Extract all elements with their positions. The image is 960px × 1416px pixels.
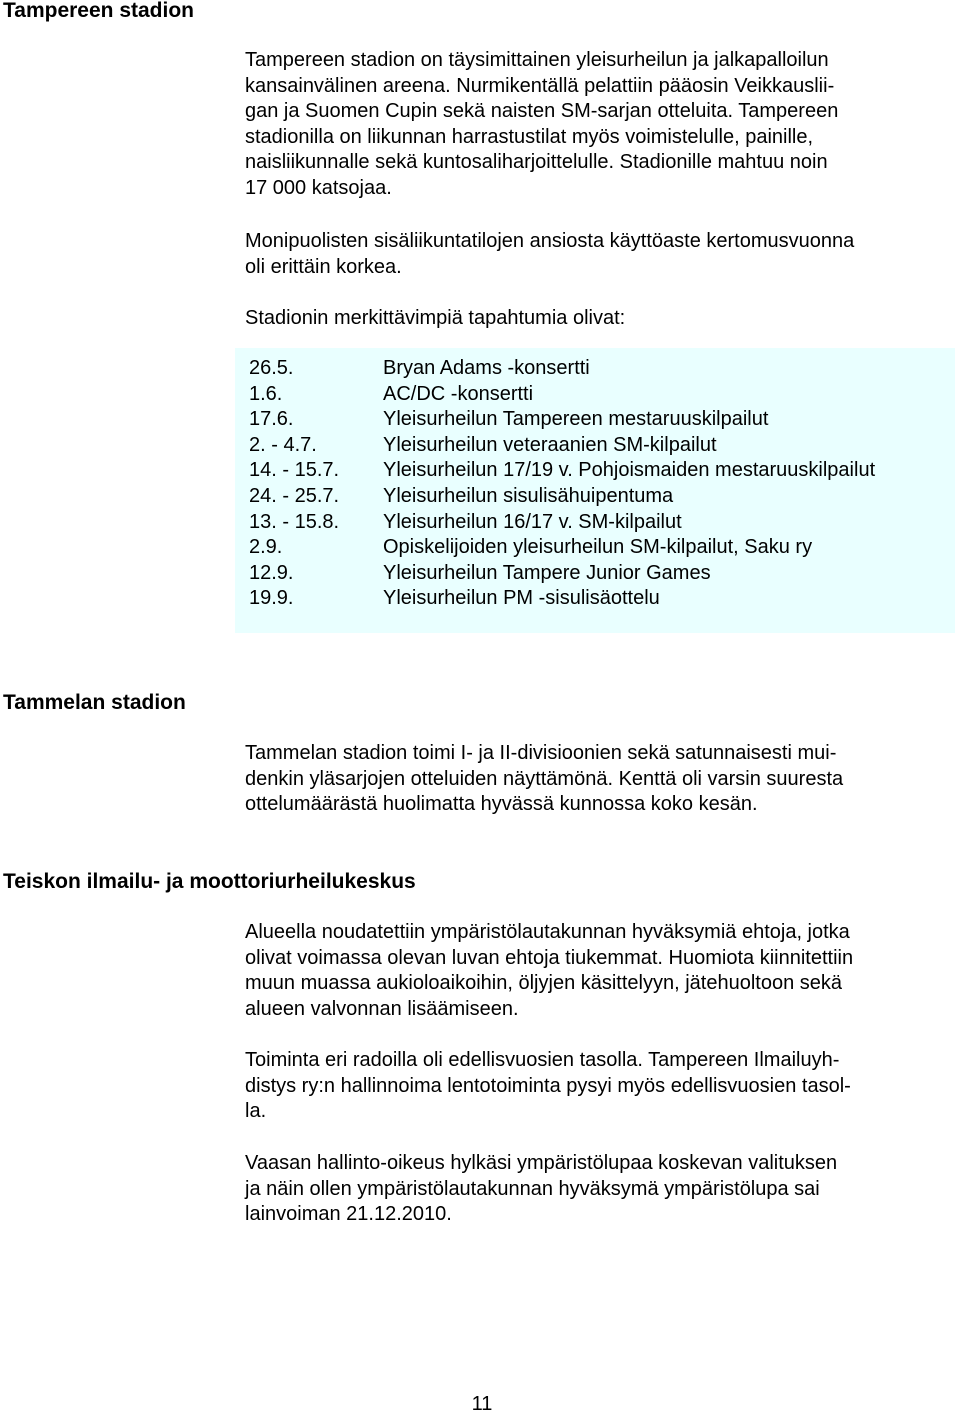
event-date: 19.9.	[249, 587, 294, 610]
text-line: Tampereen stadion on täysimittainen yleisurheilun ja jalkapalloilun	[245, 49, 829, 71]
page-number: 11	[471, 1393, 493, 1415]
event-date: 1.6.	[249, 382, 283, 405]
text-line: ja näin ollen ympäristölautakunnan hyväksymä ympäristölupa sai	[245, 1177, 820, 1200]
event-name: Bryan Adams -konsertti	[383, 357, 590, 379]
text-line: 17 000 katsojaa.	[245, 176, 392, 199]
paragraph-tampere-intro	[245, 48, 838, 202]
event-name: Yleisurheilun Tampere Junior Games	[383, 561, 711, 584]
text-line: denkin yläsarjojen otteluiden näyttämönä. Kenttä oli varsin suuresta	[245, 767, 844, 790]
paragraph-teisko-activity	[245, 1048, 851, 1125]
event-date: 2. - 4.7.	[249, 433, 317, 456]
text-line: Tammelan stadion toimi I- ja II-divisioonien sekä satunnaisesti mui-	[245, 742, 837, 764]
text-line: olivat voimassa olevan luvan ehtoja tiukemmat. Huomiota kiinnitettiin	[245, 946, 854, 969]
heading-tampereen-stadion: Tampereen stadion	[3, 0, 194, 22]
event-date: 26.5.	[249, 357, 294, 379]
event-name: AC/DC -konsertti	[383, 382, 534, 405]
text-line: Vaasan hallinto-oikeus hylkäsi ympäristölupaa koskevan valituksen	[245, 1152, 838, 1174]
text-line: la.	[245, 1100, 267, 1123]
text-line: Toiminta eri radoilla oli edellisvuosien tasolla. Tampereen Ilmailuyh-	[245, 1049, 840, 1071]
paragraph-tampere-usage	[245, 229, 854, 280]
event-name: Yleisurheilun Tampereen mestaruuskilpailut	[383, 408, 769, 431]
text-line: Monipuolisten sisäliikuntatilojen ansiosta käyttöaste kertomusvuonna	[245, 230, 855, 252]
text-line: Stadionin merkittävimpiä tapahtumia olivat:	[245, 307, 626, 329]
text-line: alueen valvonnan lisäämiseen.	[245, 997, 519, 1020]
paragraph-tammela	[245, 741, 843, 818]
text-line: gan ja Suomen Cupin sekä naisten SM-sarjan otteluita. Tampereen	[245, 100, 839, 123]
text-line: lainvoiman 21.12.2010.	[245, 1203, 452, 1226]
events-table	[235, 348, 955, 633]
text-line: kansainvälinen areena. Nurmikentällä pelattiin pääosin Veikkauslii-	[245, 74, 835, 97]
text-line: Alueella noudatettiin ympäristölautakunnan hyväksymiä ehtoja, jotka	[245, 921, 850, 943]
text-line: naisliikunnalle sekä kuntosaliharjoittelulle. Stadionille mahtuu noin	[245, 151, 828, 174]
event-name: Yleisurheilun sisulisähuipentuma	[383, 485, 674, 507]
text-line: stadionilla on liikunnan harrastustilat myös voimistelulle, painille,	[245, 125, 814, 148]
text-line: distys ry:n hallinnoima lentotoiminta pysyi myös edellisvuosien tasol-	[245, 1074, 851, 1097]
event-name: Opiskelijoiden yleisurheilun SM-kilpailut, Saku ry	[383, 536, 813, 559]
paragraph-events-intro	[245, 306, 625, 332]
event-name: Yleisurheilun PM -sisulisäottelu	[383, 587, 660, 610]
heading-teiskon-keskus: Teiskon ilmailu- ja moottoriurheilukeskus	[3, 870, 416, 893]
text-line: muun muassa aukioloaikoihin, öljyjen käsittelyyn, jätehuoltoon sekä	[245, 972, 843, 995]
event-date: 14. - 15.7.	[249, 459, 340, 482]
event-name: Yleisurheilun veteraanien SM-kilpailut	[383, 433, 717, 456]
event-date: 12.9.	[249, 561, 294, 584]
text-line: ottelumäärästä huolimatta hyvässä kunnossa koko kesän.	[245, 793, 758, 816]
paragraph-teisko-court	[245, 1151, 837, 1228]
event-date: 2.9.	[249, 536, 283, 559]
heading-tammelan-stadion: Tammelan stadion	[3, 691, 186, 714]
event-date: 13. - 15.8.	[249, 510, 340, 533]
paragraph-teisko-rules	[245, 920, 853, 1022]
event-name: Yleisurheilun 16/17 v. SM-kilpailut	[383, 510, 682, 533]
event-name: Yleisurheilun 17/19 v. Pohjoismaiden mestaruuskilpailut	[383, 459, 876, 482]
text-line: oli erittäin korkea.	[245, 255, 402, 278]
event-date: 17.6.	[249, 408, 294, 431]
event-date: 24. - 25.7.	[249, 485, 340, 507]
